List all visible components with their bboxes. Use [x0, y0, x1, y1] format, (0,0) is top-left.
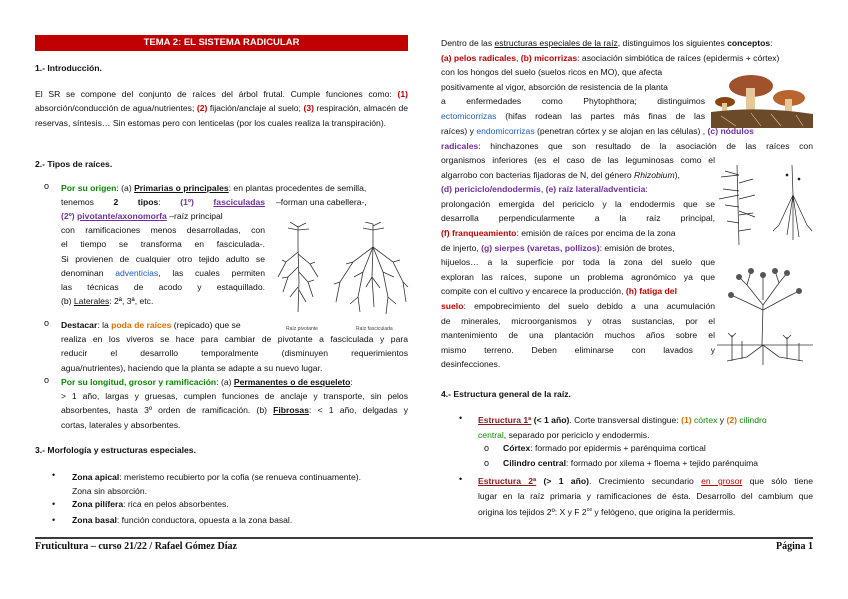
concepts-term: conceptos: [727, 38, 771, 48]
r18a: compite con el cultivo y encarece la producción,: [441, 286, 626, 297]
root-hairs-term: (a) pelos radicales: [441, 52, 516, 63]
r1d: :: [770, 38, 773, 48]
r6b: (hifas rodean las partes más finas de las: [496, 110, 705, 121]
secondary-structure-item: [478, 474, 813, 520]
mycorrhiza-block: [441, 65, 705, 123]
footer-course: Fruticultura – curso 21/22 / Rafael Gómez Díaz: [35, 541, 237, 552]
r17: exploran las raíces, supone un problema agronómico ya que: [441, 271, 715, 282]
soil-fatigue-term: (h) fatiga del: [625, 286, 677, 297]
lat-b: (b): [61, 296, 74, 307]
section-4-heading: 4.- Estructura general de la raíz.: [441, 389, 571, 399]
pivot-term: pivotante/axonomorfa: [77, 211, 167, 221]
pivot-line-2: el tiempo se transforma en fasciculada-.: [61, 239, 265, 250]
bullet-dot-icon: •: [52, 499, 56, 509]
cylinder-item: [503, 458, 758, 468]
secondary-line-3a: origina los tejidos 2º: X y F 2: [478, 507, 587, 518]
zone-basal-item: [72, 515, 292, 525]
length-label: Por su longitud, grosor y ramificación: [61, 377, 217, 387]
num-1: (1): [397, 89, 409, 99]
fasciculated-root-drawing: [334, 222, 408, 314]
cylinder-label: Cilindro central: [503, 458, 567, 468]
thickness-term: en grosor: [701, 476, 743, 486]
cortex-term: córtex: [691, 415, 718, 425]
primary-age: (< 1 año): [531, 415, 570, 425]
root-pruning-term: poda de raíces: [111, 320, 172, 330]
primary-text: . Corte transversal distingue:: [569, 415, 682, 425]
length-line-4: cortas, laterales y absorbentes.: [61, 419, 181, 430]
fasciculated-caption: Raíz fasciculada: [356, 326, 393, 332]
pivot-caption: Raíz pivotante: [286, 326, 318, 332]
permanent-term: Permanentes o de esqueleto: [233, 377, 351, 387]
note-text-b: (repicado) que se: [171, 320, 241, 330]
forman-text: –forman una cabellera-,: [276, 197, 367, 207]
secondary-line-2: lugar en la raíz primaria y ramificaciones de ésta. Desarrollo del cambium que: [478, 490, 813, 501]
basal-text: : función conductora, opuesta a la zona basal.: [116, 515, 293, 525]
nodules-term-2: radicales: [441, 140, 479, 151]
pivot-line-1: con ramificaciones menos desarrolladas, con: [61, 225, 265, 236]
r7b: (penetran córtex y se alojan en las células) ,: [534, 126, 708, 136]
note-line-3: reducir el desarrollo temporalmente (disminuyen requerimientos: [61, 348, 408, 359]
cortex-item: [503, 443, 706, 453]
apical-text-2: Zona sin absorción.: [72, 486, 147, 497]
suckers-term: (g) sierpes (varetas, pollizos): [481, 242, 600, 253]
length-line-2: > 1 año, largas y gruesas, cumplen funciones de anclaje y transporte, sin pelos: [61, 391, 408, 402]
note-list-item: [61, 318, 408, 375]
function-3: respiración, almacén de reservas, síntesis… Sin estomas pero con lenticelas (por los cuales realiza la transpiración).: [35, 103, 409, 128]
and-text: y: [717, 415, 727, 425]
r14b: : emisión de raíces por encima de la zona: [516, 227, 676, 238]
pivot-block: [61, 209, 265, 308]
special-structures-term: estructuras especiales de la raíz: [494, 38, 618, 48]
r15a: de injerto,: [441, 242, 482, 253]
length-list-item: Por su longitud, grosor y ramificación: (a) Permanentes o de esqueleto: > 1 año, largas y gruesas, cumplen funciones de anclaje y transporte, sin pelos absorbentes, hasta 3º orden de ramificación. (b) Fibrosas: < 1 año, delgadas y cortas, laterales y absorbentes.: [61, 375, 408, 432]
section-2-heading: 2.- Tipos de raíces.: [35, 159, 113, 169]
secondary-text: . Crecimiento secundario: [588, 476, 702, 486]
secondary-age: (> 1 año): [536, 476, 589, 486]
bullet-dot-icon: •: [459, 474, 463, 484]
basal-label: Zona basal: [72, 515, 117, 525]
bullet-circle-icon: o: [44, 318, 50, 328]
r23: desinfecciones.: [441, 359, 501, 370]
adventitious-term: adventicias: [115, 267, 159, 278]
pericycle-term: (d) periciclo/endodermis: [441, 184, 541, 195]
apical-label: Zona apical: [72, 472, 120, 482]
pilifera-label: Zona pilífera: [72, 499, 124, 509]
franqueamiento-term: (f) franqueamiento: [441, 227, 517, 238]
adv-prefix: denominan: [61, 267, 116, 278]
pivot-text: –raíz principal: [166, 211, 223, 221]
nodules-block: [441, 124, 813, 153]
r1a: Dentro de las: [441, 38, 495, 48]
origin-a: (a): [121, 183, 132, 193]
section-1-heading: 1.- Introducción.: [35, 63, 102, 73]
length-a: : (a): [216, 377, 234, 387]
endomycorrhiza-term: endomicorrizas: [476, 126, 535, 136]
cortex-num: (1): [681, 415, 692, 425]
r21: mantenimiento de una plantación muchos años sobre el: [441, 330, 715, 341]
r16: hijuelos… a la superficie por toda la zona del suelo que: [441, 257, 715, 268]
r7a: raíces) y: [441, 126, 477, 136]
types-line: tenemos 2 tipos: (1º) fasciculadas: [61, 197, 266, 207]
bullet-circle-icon: o: [44, 181, 50, 191]
page-title: TEMA 2: EL SISTEMA RADICULAR: [35, 35, 408, 51]
r10a: algarrobo con bacterias fijadoras de N, del género: [441, 169, 634, 180]
function-2: fijación/anclaje al suelo;: [207, 103, 301, 114]
cylinder-term: cilindro: [737, 415, 767, 425]
r11c: :: [645, 184, 648, 195]
mycorrhiza-term: (b) micorrizas: [520, 52, 578, 63]
ectomycorrhiza-term: ectomicorrizas: [441, 110, 497, 121]
r20: de minerales, microorganismos y otras sustancias, por el: [441, 315, 715, 326]
lateral-root-term: (e) raíz lateral/adventicia: [545, 184, 646, 195]
primary-structure-item: [478, 413, 813, 442]
pilifera-text: : rica en pelos absorbentes.: [123, 499, 229, 509]
note-line-4: agua/nutrientes), haciendo que la planta se adapte a su nuevo lugar.: [61, 362, 323, 373]
cortex-text: : formado por epidermis + parénquima cortical: [530, 443, 706, 453]
length-line-3a: absorbentes, hasta 3º orden de ramificación. (b): [61, 405, 274, 416]
r15b: : emisión de brotes,: [599, 242, 675, 253]
suckers-illustration: [717, 265, 813, 375]
r12: prolongación emergida del periciclo y la endodermis que se: [441, 198, 715, 209]
r11b: ,: [540, 184, 546, 195]
rhizobium-term: Rhizobium: [634, 169, 675, 180]
note-text-a: : la: [97, 320, 112, 330]
bullet-dot-icon: •: [52, 515, 56, 525]
secondary-text-2: que sólo tiene: [742, 476, 813, 486]
zone-pilifera-item: [72, 499, 229, 509]
length-line-3b: : < 1 año, delgadas y: [309, 405, 408, 416]
lateral-text: : 2ª, 3ª, etc.: [109, 296, 154, 307]
r1b: , distinguimos los siguientes: [617, 38, 728, 48]
r10b: ),: [674, 169, 680, 180]
tenemos-text: tenemos: [61, 197, 94, 207]
r2b: ,: [516, 52, 521, 63]
bullet-dot-icon: •: [52, 470, 56, 480]
section-3-heading: 3.- Morfología y estructuras especiales.: [35, 445, 196, 455]
central-term: central: [478, 429, 504, 440]
footer-divider: [35, 537, 813, 539]
pivot-line-5: las técnicas de acodo y estaquillado.: [61, 282, 265, 293]
cylinder-num: (2): [726, 415, 737, 425]
origin-list-item: Por su origen: (a) Primarias o principales: en plantas procedentes de semilla,: [61, 183, 367, 193]
type-1-num: (1º): [180, 197, 194, 207]
adv-suffix: , las cuales permiten: [158, 267, 265, 278]
bullet-circle-icon: o: [44, 375, 50, 385]
footer-page-number: Página 1: [776, 541, 813, 552]
fasciculated-term: fasciculadas: [213, 197, 266, 207]
primary-structure-term: Estructura 1ª: [478, 415, 532, 425]
root-types-illustration: [268, 222, 410, 332]
secondary-structure-term: Estructura 2ª: [478, 476, 537, 486]
r5: a enfermedades como Phytophthora; distinguimos: [441, 96, 705, 107]
special-structures-block: [441, 36, 813, 65]
primary-text-2: , separado por periciclo y endodermis.: [503, 429, 650, 440]
lateral-root-illustration: [717, 165, 813, 247]
fibrous-term: Fibrosas: [273, 405, 309, 416]
num-2: (2): [196, 103, 208, 114]
note-line-2: realiza en los viveros se hace para cambiar de pivotante a fasciculada y para: [61, 334, 408, 345]
mushroom-illustration: [711, 68, 813, 128]
type-2-num: (2º): [61, 211, 75, 221]
r22: mismo terreno. Deben eliminarse con lavados y: [441, 344, 715, 355]
primary-roots-term: Primarias o principales: [134, 183, 229, 193]
cortex-label: Córtex: [503, 443, 531, 453]
secondary-sup: os: [586, 507, 592, 514]
r3: con los hongos del suelo (suelos ricos en MO), que afecta: [441, 67, 663, 77]
two-types: 2 tipos: [113, 197, 159, 207]
r8b: : hinchazones que son resultado de la asociación de las raíces con: [478, 140, 813, 151]
r9: organismos inferiores (es el caso de las leguminosas como el: [441, 155, 715, 165]
bullet-circle-icon: o: [484, 458, 490, 468]
zone-apical-item: [72, 470, 412, 498]
intro-text: El SR se compone del conjunto de raíces del árbol frutal. Cumple funciones como:: [35, 89, 392, 99]
origin-label: Por su origen: [61, 183, 117, 193]
origin-text: : en plantas procedentes de semilla,: [228, 183, 367, 193]
bullet-dot-icon: •: [459, 413, 463, 423]
pivot-root-drawing: [278, 222, 318, 312]
section-1-paragraph: [35, 87, 408, 130]
r2c: : asociación simbiótica de raíces (epidermis + córtex): [577, 52, 780, 63]
pivot-line-3: Si provienen de cualquier otro tejido adulto se: [61, 253, 265, 264]
lateral-block: [441, 153, 715, 372]
apical-text: : meristemo recubierto por la cofia (se renueva continuamente).: [119, 472, 361, 482]
lateral-term: Laterales: [73, 296, 110, 307]
r4: positivamente al vigor, absorción de resistencia de la planta: [441, 81, 668, 92]
r19b: : empobrecimiento del suelo debido a una acumulación: [463, 300, 715, 311]
secondary-line-3b: y felógeno, que origina la peridermis.: [591, 507, 736, 518]
soil-fatigue-term-2: suelo: [441, 300, 464, 311]
r13: desarrolla perpendicularmente a la raíz principal,: [441, 213, 715, 224]
function-1: absorción/conducción de agua/nutrientes;: [35, 103, 197, 114]
note-label: Destacar: [61, 320, 98, 330]
cylinder-text: : formado por xilema + floema + tejido parénquima: [566, 458, 759, 468]
bullet-circle-icon: o: [484, 443, 490, 453]
num-3: (3): [303, 103, 314, 114]
nodules-term: (c) nódulos: [707, 126, 754, 136]
